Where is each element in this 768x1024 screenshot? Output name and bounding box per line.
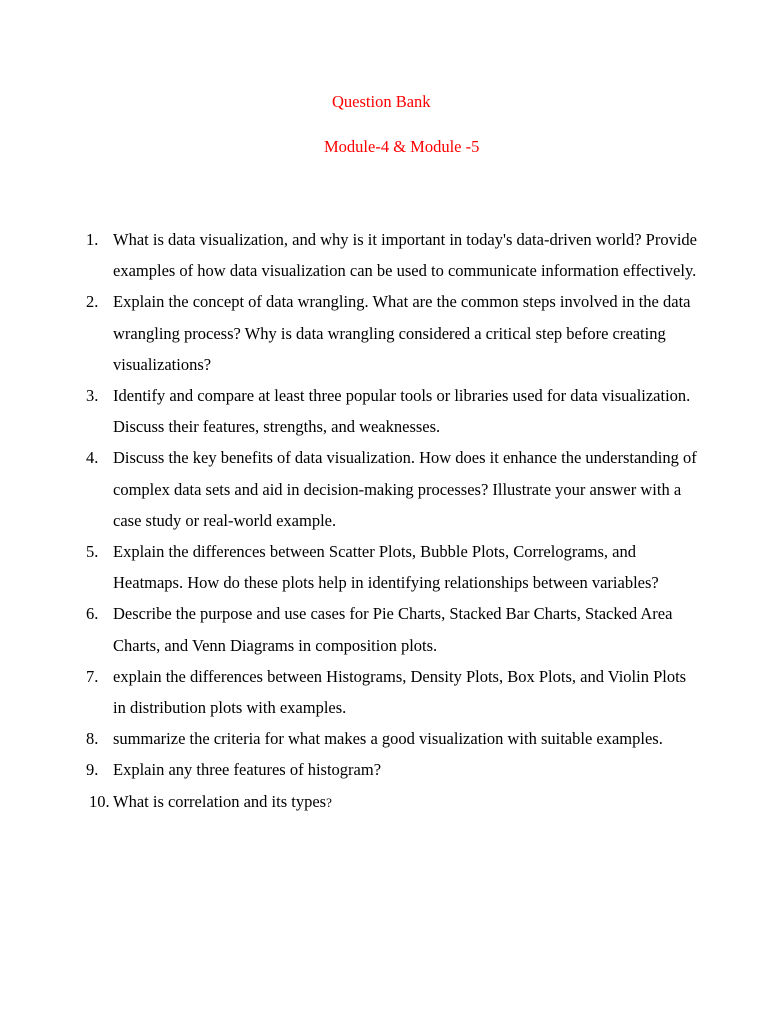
- question-text: Identify and compare at least three popular tools or libraries used for data visualization. Discuss their features, strengths, and weaknesses.: [113, 386, 691, 437]
- question-text: Discuss the key benefits of data visualization. How does it enhance the understanding of complex data sets and aid in decision-making processes? Illustrate your answer with a case study or real-world example.: [113, 448, 697, 530]
- page-subtitle: Module-4 & Module -5: [324, 137, 480, 156]
- question-text: What is data visualization, and why is it important in today's data-driven world? Provide examples of how data visualization can be used to communicate information effectively.: [113, 230, 698, 281]
- question-number: 9.: [86, 760, 99, 780]
- question-item: [86, 786, 698, 818]
- question-item: [86, 723, 698, 754]
- question-number: 5.: [86, 542, 99, 562]
- question-text: explain the differences between Histograms, Density Plots, Box Plots, and Violin Plots in distribution plots with examples.: [113, 666, 687, 718]
- question-text-wrapper: [113, 786, 698, 818]
- question-number: 2.: [86, 292, 99, 312]
- question-text: Explain the differences between Scatter Plots, Bubble Plots, Correlograms, and Heatmaps. How do these plots help in identifying relationships between variables?: [113, 542, 659, 593]
- question-item: [86, 442, 698, 536]
- question-number: 4.: [86, 448, 99, 468]
- question-item: [86, 661, 698, 723]
- question-mark: ?: [326, 794, 332, 810]
- question-number: 7.: [86, 666, 99, 686]
- question-item: [86, 380, 698, 442]
- question-text: Describe the purpose and use cases for Pie Charts, Stacked Bar Charts, Stacked Area Charts, and Venn Diagrams in composition plots.: [113, 604, 673, 655]
- question-number: 1.: [86, 230, 99, 249]
- question-text: Explain the concept of data wrangling. What are the common steps involved in the data wrangling process? Why is data wrangling considered a critical step before creating visualizations?: [113, 292, 691, 374]
- question-number: 3.: [86, 386, 99, 406]
- question-item: [86, 536, 698, 598]
- question-item: [86, 598, 698, 660]
- question-text: What is correlation and its types: [113, 791, 327, 811]
- question-list: [86, 224, 698, 818]
- question-text: summarize the criteria for what makes a good visualization with suitable examples.: [113, 729, 663, 749]
- question-number: 10.: [89, 791, 110, 811]
- question-number: 6.: [86, 604, 99, 624]
- question-number: 8.: [86, 729, 99, 749]
- question-text: Explain any three features of histogram?: [113, 760, 382, 780]
- question-item: [86, 286, 698, 380]
- question-item: [86, 224, 698, 286]
- page-title: Question Bank: [332, 92, 431, 111]
- question-item: [86, 754, 698, 785]
